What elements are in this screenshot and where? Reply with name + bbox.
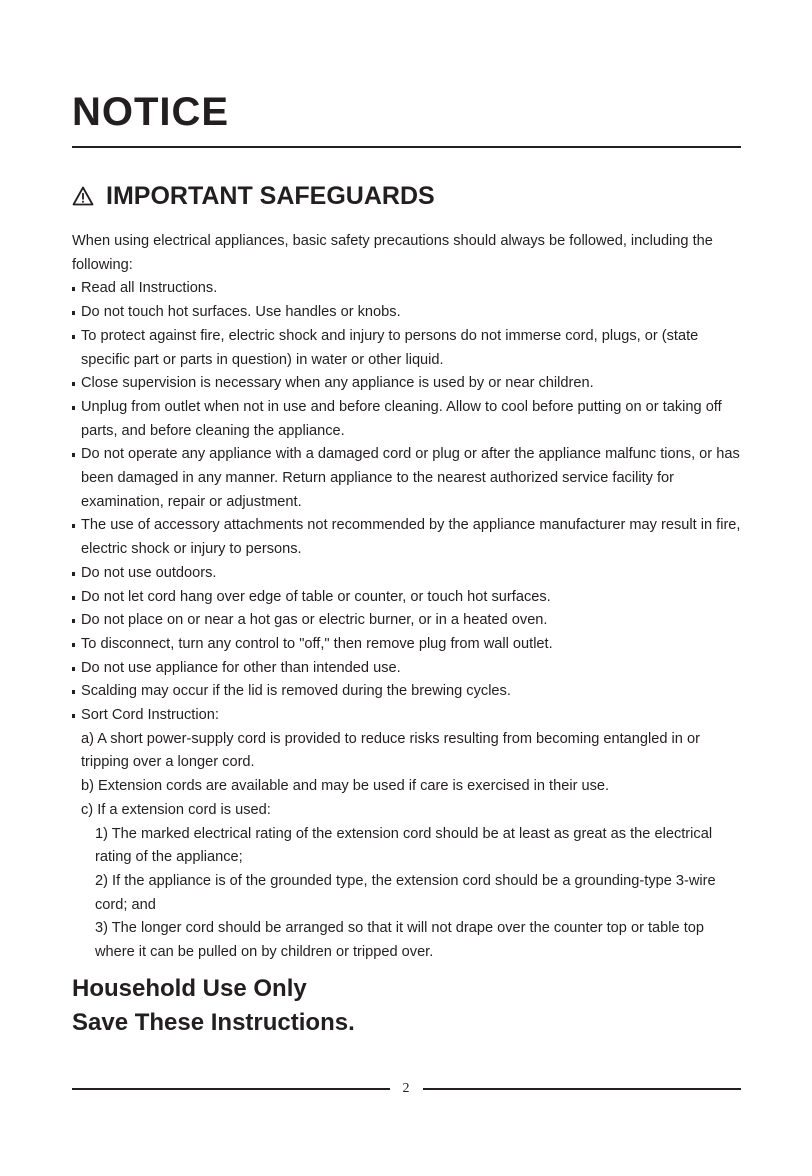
list-item <box>72 443 744 514</box>
list-item <box>72 372 744 396</box>
cord-instruction-a: a) A short power-supply cord is provided to reduce risks resulting from becoming entangled in or tripping over a longer cord. <box>81 730 700 771</box>
list-item-text: Do not use appliance for other than intended use. <box>81 659 401 676</box>
warning-triangle-icon <box>72 186 94 206</box>
list-item-text: Sort Cord Instruction: <box>81 707 219 724</box>
list-item-text: Close supervision is necessary when any appliance is used by or near children. <box>81 375 594 392</box>
list-item-text: Do not let cord hang over edge of table or counter, or touch hot surfaces. <box>81 588 551 605</box>
section-heading-text: IMPORTANT SAFEGUARDS <box>106 182 435 210</box>
bullet-icon <box>72 643 75 647</box>
list-item <box>72 396 744 443</box>
household-use-line: Household Use Only <box>72 975 307 1002</box>
safeguards-body <box>72 230 744 965</box>
bullet-icon <box>72 667 75 671</box>
bullet-icon <box>72 690 75 694</box>
section-heading <box>72 180 435 212</box>
list-item-text: To disconnect, turn any control to "off," then remove plug from wall outlet. <box>81 635 553 652</box>
list-item-text: The use of accessory attachments not recommended by the appliance manufacturer may result in fire, electric shock or injury to persons. <box>81 517 741 558</box>
footer-divider-right <box>423 1088 741 1090</box>
intro-paragraph: When using electrical appliances, basic safety precautions should always be followed, including the following: <box>72 233 713 273</box>
list-item-text: Scalding may occur if the lid is removed during the brewing cycles. <box>81 683 511 700</box>
list-item-text: Do not operate any appliance with a damaged cord or plug or after the appliance malfunc tions, or has been damaged in any manner. Return appliance to the nearest authorized service facility for examination, repair or adjustment. <box>81 446 740 510</box>
list-item-text: To protect against fire, electric shock and injury to persons do not immerse cord, plugs, or (state specific part or parts in question) in water or other liquid. <box>81 327 699 368</box>
bullet-icon <box>72 287 75 291</box>
list-item <box>72 609 744 633</box>
save-instructions-line: Save These Instructions. <box>72 1009 355 1036</box>
bullet-icon <box>72 619 75 623</box>
bullet-icon <box>72 311 75 315</box>
list-item <box>72 562 744 586</box>
list-item-text: Do not touch hot surfaces. Use handles or knobs. <box>81 304 401 321</box>
bullet-icon <box>72 524 75 528</box>
extension-cord-rule-3: 3) The longer cord should be arranged so that it will not drape over the counter top or table top where it can be pulled on by children or tripped over. <box>95 920 704 961</box>
list-item <box>72 301 744 325</box>
bullet-icon <box>72 714 75 718</box>
list-item-text: Read all Instructions. <box>81 280 218 297</box>
title-divider <box>72 146 741 148</box>
page-title: NOTICE <box>72 90 230 134</box>
list-item <box>72 514 744 561</box>
list-item-text: Do not use outdoors. <box>81 564 217 581</box>
cord-instruction-c: c) If a extension cord is used: <box>81 801 271 818</box>
extension-cord-rule-2: 2) If the appliance is of the grounded type, the extension cord should be a grounding-type 3-wire cord; and <box>95 872 716 913</box>
footer-divider-left <box>72 1088 390 1090</box>
list-item-text: Unplug from outlet when not in use and before cleaning. Allow to cool before putting on or taking off parts, and before cleaning the appliance. <box>81 398 722 439</box>
bullet-icon <box>72 406 75 410</box>
list-item <box>72 680 744 704</box>
list-item <box>72 657 744 681</box>
closing-notice <box>72 972 355 1040</box>
list-item <box>72 586 744 610</box>
bullet-icon <box>72 335 75 339</box>
page-number: 2 <box>402 1081 410 1096</box>
list-item-text: Do not place on or near a hot gas or electric burner, or in a heated oven. <box>81 612 548 629</box>
safeguards-list <box>72 277 744 727</box>
list-item <box>72 633 744 657</box>
cord-instruction-b: b) Extension cords are available and may be used if care is exercised in their use. <box>81 778 610 795</box>
bullet-icon <box>72 382 75 386</box>
list-item <box>72 704 744 728</box>
bullet-icon <box>72 453 75 457</box>
bullet-icon <box>72 596 75 600</box>
extension-cord-rule-1: 1) The marked electrical rating of the extension cord should be at least as great as the electrical rating of the appliance; <box>95 825 713 866</box>
list-item <box>72 325 744 372</box>
bullet-icon <box>72 572 75 576</box>
list-item <box>72 277 744 301</box>
